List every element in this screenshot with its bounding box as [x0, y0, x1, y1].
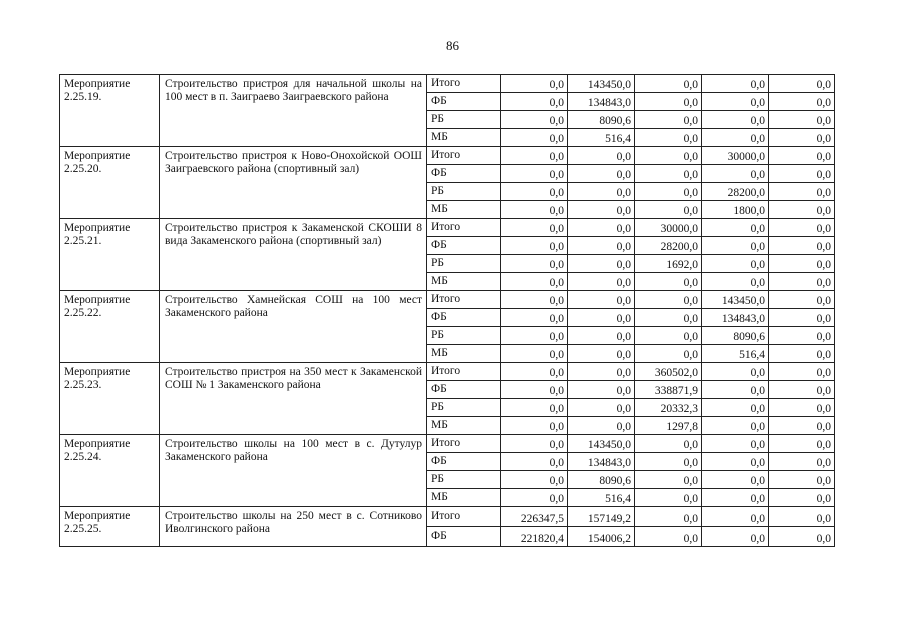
funding-value: 143450,0: [568, 435, 635, 453]
funding-value: 143450,0: [702, 291, 769, 309]
funding-value: 0,0: [769, 471, 835, 489]
funding-value: 0,0: [501, 201, 568, 219]
funding-source: РБ: [427, 255, 501, 273]
funding-value: 0,0: [769, 363, 835, 381]
funding-value: 226347,5: [501, 507, 568, 527]
funding-value: 0,0: [635, 147, 702, 165]
funding-value: 516,4: [568, 129, 635, 147]
funding-source: ФБ: [427, 453, 501, 471]
funding-value: 0,0: [769, 291, 835, 309]
funding-value: 0,0: [769, 201, 835, 219]
table-row: [60, 435, 835, 453]
activity-description: Строительство Хамнейская СОШ на 100 мест Закаменского района: [160, 291, 427, 363]
funding-value: 0,0: [769, 75, 835, 93]
funding-value: 154006,2: [568, 527, 635, 547]
funding-source: Итого: [427, 75, 501, 93]
funding-value: 0,0: [635, 527, 702, 547]
funding-value: 0,0: [702, 435, 769, 453]
activity-code: Мероприятие 2.25.19.: [60, 75, 160, 147]
funding-value: 0,0: [501, 75, 568, 93]
funding-value: 8090,6: [702, 327, 769, 345]
funding-value: 0,0: [769, 527, 835, 547]
funding-value: 20332,3: [635, 399, 702, 417]
funding-value: 0,0: [769, 399, 835, 417]
funding-value: 0,0: [501, 471, 568, 489]
funding-value: 0,0: [501, 93, 568, 111]
funding-value: 0,0: [769, 147, 835, 165]
funding-value: 0,0: [568, 237, 635, 255]
funding-value: 0,0: [635, 165, 702, 183]
funding-source: Итого: [427, 147, 501, 165]
funding-value: 0,0: [568, 219, 635, 237]
funding-value: 0,0: [501, 363, 568, 381]
activity-description: Строительство пристроя для начальной школы на 100 мест в п. Заиграево Заиграевского района: [160, 75, 427, 147]
funding-value: 8090,6: [568, 471, 635, 489]
funding-value: 0,0: [568, 183, 635, 201]
funding-value: 0,0: [568, 363, 635, 381]
activity-description: Строительство пристроя к Закаменской СКОШИ 8 вида Закаменского района (спортивный зал): [160, 219, 427, 291]
funding-value: 0,0: [769, 129, 835, 147]
funding-value: 8090,6: [568, 111, 635, 129]
funding-value: 0,0: [635, 111, 702, 129]
funding-value: 134843,0: [702, 309, 769, 327]
funding-value: 0,0: [702, 527, 769, 547]
activity-description: Строительство школы на 100 мест в с. Дутулур Закаменского района: [160, 435, 427, 507]
funding-value: 0,0: [501, 345, 568, 363]
funding-value: 0,0: [702, 489, 769, 507]
funding-value: 0,0: [769, 327, 835, 345]
funding-source: МБ: [427, 273, 501, 291]
funding-value: 0,0: [769, 381, 835, 399]
funding-value: 0,0: [635, 453, 702, 471]
funding-source: Итого: [427, 363, 501, 381]
funding-source: МБ: [427, 417, 501, 435]
funding-value: 0,0: [501, 219, 568, 237]
funding-value: 0,0: [501, 435, 568, 453]
funding-value: 0,0: [702, 273, 769, 291]
funding-value: 143450,0: [568, 75, 635, 93]
activity-code: Мероприятие 2.25.20.: [60, 147, 160, 219]
funding-value: 360502,0: [635, 363, 702, 381]
funding-value: 0,0: [568, 417, 635, 435]
funding-value: 516,4: [568, 489, 635, 507]
funding-value: 0,0: [769, 183, 835, 201]
funding-value: 0,0: [769, 453, 835, 471]
funding-value: 0,0: [501, 129, 568, 147]
funding-source: ФБ: [427, 237, 501, 255]
funding-value: 0,0: [568, 381, 635, 399]
funding-value: 0,0: [702, 507, 769, 527]
activity-description: Строительство школы на 250 мест в с. Сотниково Иволгинского района: [160, 507, 427, 547]
funding-value: 0,0: [501, 255, 568, 273]
funding-value: 157149,2: [568, 507, 635, 527]
activity-code: Мероприятие 2.25.23.: [60, 363, 160, 435]
funding-source: РБ: [427, 327, 501, 345]
funding-value: 0,0: [702, 165, 769, 183]
table-row: [60, 363, 835, 381]
funding-source: ФБ: [427, 165, 501, 183]
funding-value: 0,0: [702, 399, 769, 417]
funding-source: МБ: [427, 489, 501, 507]
funding-value: 0,0: [769, 435, 835, 453]
funding-value: 0,0: [702, 219, 769, 237]
funding-source: Итого: [427, 219, 501, 237]
funding-value: 0,0: [635, 489, 702, 507]
funding-value: 0,0: [702, 381, 769, 399]
funding-source: РБ: [427, 111, 501, 129]
funding-value: 0,0: [769, 273, 835, 291]
funding-value: 28200,0: [635, 237, 702, 255]
funding-value: 0,0: [635, 129, 702, 147]
activity-description: Строительство пристроя к Ново-Онохойской ООШ Заиграевского района (спортивный зал): [160, 147, 427, 219]
funding-source: МБ: [427, 201, 501, 219]
funding-source: ФБ: [427, 93, 501, 111]
funding-value: 0,0: [635, 327, 702, 345]
funding-value: 0,0: [769, 255, 835, 273]
funding-value: 0,0: [501, 111, 568, 129]
funding-value: 0,0: [635, 93, 702, 111]
funding-value: 0,0: [568, 309, 635, 327]
funding-value: 0,0: [568, 147, 635, 165]
funding-source: Итого: [427, 291, 501, 309]
funding-source: МБ: [427, 345, 501, 363]
funding-source: ФБ: [427, 381, 501, 399]
funding-value: 1692,0: [635, 255, 702, 273]
funding-value: 0,0: [501, 381, 568, 399]
funding-source: Итого: [427, 435, 501, 453]
activity-code: Мероприятие 2.25.22.: [60, 291, 160, 363]
funding-value: 0,0: [501, 489, 568, 507]
funding-value: 0,0: [568, 255, 635, 273]
activity-code: Мероприятие 2.25.21.: [60, 219, 160, 291]
funding-source: Итого: [427, 507, 501, 527]
funding-value: 0,0: [501, 399, 568, 417]
funding-value: 0,0: [702, 75, 769, 93]
funding-value: 221820,4: [501, 527, 568, 547]
funding-value: 134843,0: [568, 93, 635, 111]
funding-value: 0,0: [568, 327, 635, 345]
funding-value: 0,0: [568, 273, 635, 291]
funding-value: 0,0: [501, 183, 568, 201]
funding-source: РБ: [427, 399, 501, 417]
funding-value: 0,0: [568, 165, 635, 183]
funding-value: 0,0: [501, 273, 568, 291]
table-row: [60, 291, 835, 309]
table-row: [60, 147, 835, 165]
funding-value: 0,0: [501, 453, 568, 471]
funding-value: 0,0: [702, 129, 769, 147]
funding-value: 0,0: [702, 471, 769, 489]
funding-value: 0,0: [702, 363, 769, 381]
funding-value: 0,0: [568, 291, 635, 309]
funding-value: 0,0: [635, 345, 702, 363]
funding-value: 0,0: [769, 417, 835, 435]
funding-value: 0,0: [769, 237, 835, 255]
funding-source: РБ: [427, 183, 501, 201]
funding-value: 0,0: [769, 111, 835, 129]
activity-description: Строительство пристроя на 350 мест к Закаменской СОШ № 1 Закаменского района: [160, 363, 427, 435]
funding-value: 0,0: [635, 75, 702, 93]
funding-value: 0,0: [635, 507, 702, 527]
funding-value: 0,0: [501, 417, 568, 435]
funding-value: 30000,0: [635, 219, 702, 237]
funding-value: 0,0: [702, 453, 769, 471]
funding-value: 0,0: [769, 489, 835, 507]
funding-value: 0,0: [635, 291, 702, 309]
funding-value: 0,0: [568, 201, 635, 219]
funding-value: 1297,8: [635, 417, 702, 435]
funding-source: ФБ: [427, 527, 501, 547]
funding-value: 0,0: [635, 471, 702, 489]
funding-value: 0,0: [769, 507, 835, 527]
funding-value: 30000,0: [702, 147, 769, 165]
funding-value: 0,0: [702, 93, 769, 111]
funding-value: 0,0: [501, 237, 568, 255]
funding-value: 0,0: [769, 309, 835, 327]
table-row: [60, 75, 835, 93]
funding-value: 0,0: [769, 345, 835, 363]
funding-value: 1800,0: [702, 201, 769, 219]
table-row: [60, 219, 835, 237]
page-number: 86: [446, 38, 459, 53]
funding-value: 0,0: [635, 201, 702, 219]
funding-value: 0,0: [568, 345, 635, 363]
activity-code: Мероприятие 2.25.24.: [60, 435, 160, 507]
funding-value: 0,0: [635, 273, 702, 291]
funding-value: 338871,9: [635, 381, 702, 399]
funding-value: 0,0: [635, 435, 702, 453]
funding-value: 0,0: [769, 219, 835, 237]
funding-value: 0,0: [501, 147, 568, 165]
funding-value: 0,0: [568, 399, 635, 417]
funding-value: 516,4: [702, 345, 769, 363]
funding-value: 0,0: [501, 165, 568, 183]
funding-value: 0,0: [702, 111, 769, 129]
funding-value: 134843,0: [568, 453, 635, 471]
funding-value: 0,0: [635, 309, 702, 327]
funding-value: 0,0: [769, 165, 835, 183]
funding-value: 0,0: [702, 237, 769, 255]
funding-value: 0,0: [702, 255, 769, 273]
funding-source: ФБ: [427, 309, 501, 327]
funding-value: 28200,0: [702, 183, 769, 201]
funding-value: 0,0: [635, 183, 702, 201]
funding-value: 0,0: [702, 417, 769, 435]
funding-value: 0,0: [501, 291, 568, 309]
funding-value: 0,0: [769, 93, 835, 111]
funding-value: 0,0: [501, 309, 568, 327]
activity-code: Мероприятие 2.25.25.: [60, 507, 160, 547]
table-row: [60, 507, 835, 527]
funding-source: РБ: [427, 471, 501, 489]
funding-source: МБ: [427, 129, 501, 147]
funding-value: 0,0: [501, 327, 568, 345]
funding-table: [59, 74, 835, 547]
